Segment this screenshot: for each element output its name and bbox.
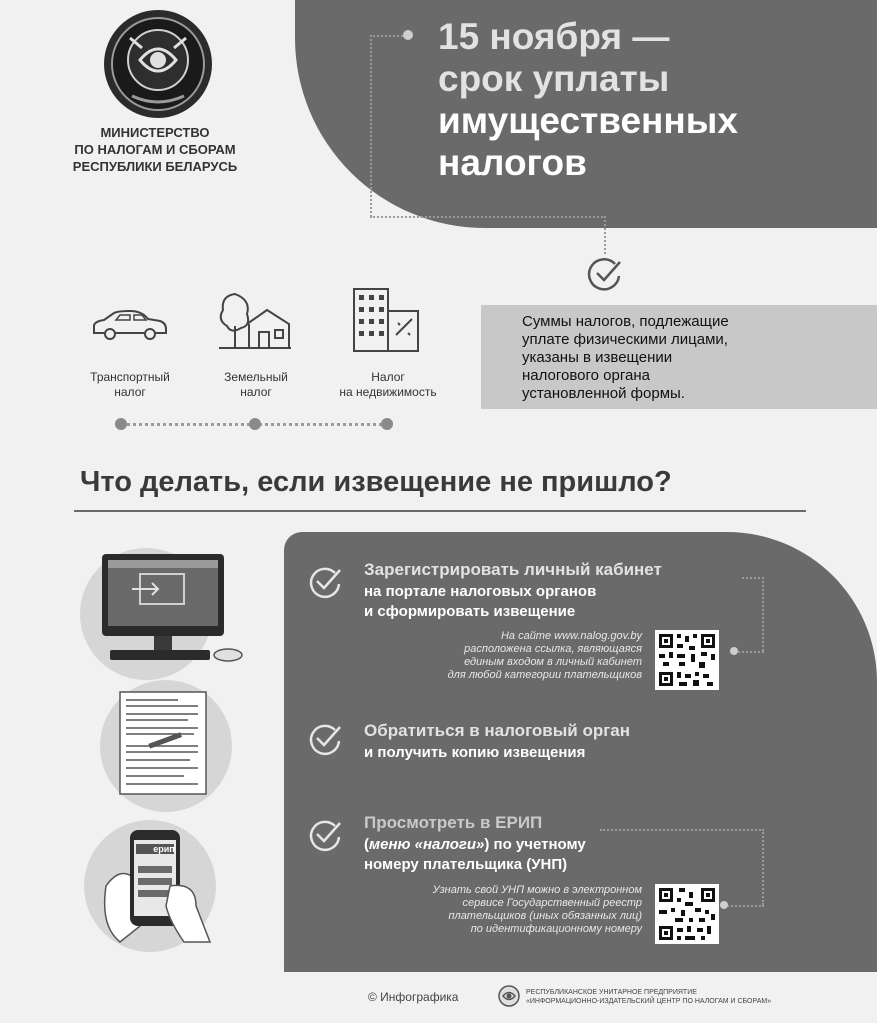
dotted-connector	[604, 216, 606, 254]
step-3-rest: по учетному	[493, 836, 586, 853]
house-tree-icon	[217, 290, 293, 352]
title-line-1: 15 ноября —	[438, 16, 670, 57]
step-3-paren-open: (	[364, 836, 369, 853]
step-3-subtitle: номеру плательщика (УНП)	[364, 856, 568, 873]
question-heading: Что делать, если извещение не пришло?	[80, 466, 672, 498]
step-1-subtitle: на портале налоговых органов и сформировать извещение	[364, 583, 597, 620]
computer-monitor-icon	[96, 550, 252, 666]
dotted-connector	[724, 905, 764, 907]
step-3-title	[364, 813, 624, 833]
page-title	[438, 16, 858, 184]
dotted-connector	[734, 651, 764, 653]
check-circle-icon	[305, 565, 345, 599]
footer-publisher: РЕСПУБЛИКАНСКОЕ УНИТАРНОЕ ПРЕДПРИЯТИЕ «ИНФОРМАЦИОННО-ИЗДАТЕЛЬСКИЙ ЦЕНТР ПО НАЛОГАМ И СБОРАМ»	[526, 989, 772, 1005]
step-3-menu: меню «налоги»	[369, 836, 485, 853]
dotted-connector	[370, 216, 606, 218]
step-3-paren-close: )	[484, 836, 490, 853]
document-form-icon	[118, 690, 208, 796]
question-underline	[74, 510, 806, 512]
tax-label-land: Земельный налог	[224, 370, 288, 399]
connector-dot	[720, 901, 728, 909]
step-2-title: Обратиться в налоговый орган	[364, 721, 631, 740]
timeline-dot	[249, 418, 261, 430]
qr-code-icon[interactable]	[655, 884, 719, 944]
dotted-connector	[762, 577, 764, 651]
footer-infographic: © Инфографика	[368, 990, 459, 1004]
erip-app-label: ерип	[153, 844, 175, 854]
title-line-4: налогов	[438, 142, 587, 183]
ministry-name: МИНИСТЕРСТВО ПО НАЛОГАМ И СБОРАМ РЕСПУБЛИКИ БЕЛАРУСЬ	[72, 125, 238, 174]
timeline-dot	[115, 418, 127, 430]
qr-code-icon[interactable]	[655, 630, 719, 690]
car-icon	[90, 305, 170, 345]
step-3-subtitle-line	[364, 835, 724, 855]
dotted-connector	[600, 829, 764, 831]
tax-label-transport: Транспортный налог	[90, 370, 170, 399]
tax-label-property: Налог на недвижимость	[339, 370, 437, 399]
buildings-icon	[348, 285, 424, 353]
timeline-dot	[381, 418, 393, 430]
info-box-text: Суммы налогов, подлежащие уплате физическими лицами, указаны в извещении налогового органа установленной формы.	[522, 313, 729, 402]
check-circle-icon	[585, 256, 625, 292]
dotted-connector	[370, 35, 406, 37]
check-circle-icon	[305, 818, 345, 852]
title-line-3: имущественных	[438, 100, 738, 141]
step-2-subtitle: и получить копию извещения	[364, 744, 586, 761]
dotted-connector	[370, 35, 372, 217]
step-3-highlight: Просмотреть в ЕРИП	[364, 813, 543, 832]
step-3-note: Узнать свой УНП можно в электронном сервисе Государственный реестр плательщиков (иных обязанных лиц) по идентификационному номеру	[432, 884, 642, 935]
ministry-emblem-icon	[102, 8, 214, 120]
step-1-note: На сайте www.nalog.gov.by расположена ссылка, являющаяся единым входом в личный кабинет для любой категории плательщиков	[447, 630, 642, 681]
publisher-logo-icon	[498, 985, 520, 1007]
dotted-connector	[742, 577, 764, 579]
connector-dot	[403, 30, 413, 40]
dotted-connector	[762, 829, 764, 905]
check-circle-icon	[305, 722, 345, 756]
title-line-2: срок уплаты	[438, 58, 670, 99]
connector-dot	[730, 647, 738, 655]
step-1-title: Зарегистрировать личный кабинет	[364, 560, 662, 579]
